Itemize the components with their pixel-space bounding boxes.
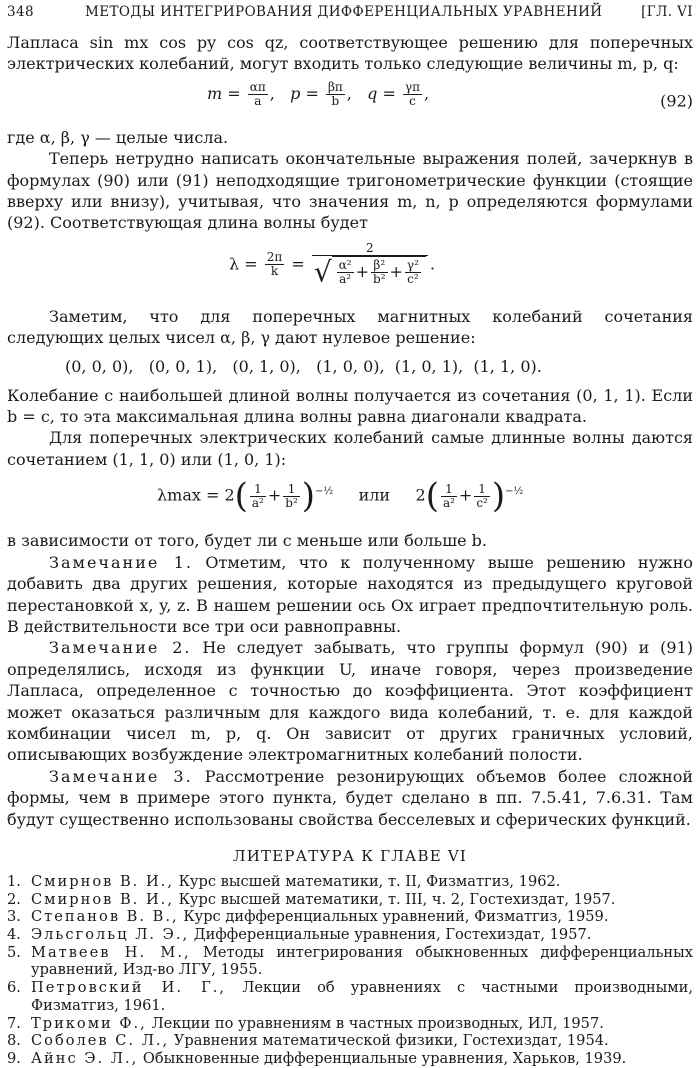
or-word: или — [358, 485, 391, 505]
chapter-marker: [ГЛ. VI — [641, 4, 693, 20]
equation-number: (92) — [660, 91, 693, 111]
ref-text — [31, 1032, 693, 1050]
sqrt-term-b — [371, 259, 388, 286]
reference-item — [7, 979, 693, 1014]
ref-author: Матвеев Н. М., — [31, 943, 191, 961]
ref-title: Курс дифференциальных уравнений, Физматгиз, 1959. — [183, 908, 609, 926]
paragraph-laplace: Лапласа sin mx cos py cos qz, соответствующее решению для поперечных электрических колебаний, могут входить только следующие величины m, p, q: — [7, 33, 693, 74]
ref-text — [31, 979, 693, 1014]
paragraph-fields: Теперь нетрудно написать окончательные выражения полей, зачеркнув в формулах (90) или (91) неподходящие тригонометрические функции (стоящие вверху или внизу), учитывая, что значения m, n, p определяются формулами (92). Соответствующая длина волны будет — [7, 149, 693, 233]
ref-text — [31, 1015, 693, 1033]
ref-title: Дифференциальные уравнения, Гостехиздат, 1957. — [193, 926, 592, 944]
equation-wavelength — [7, 234, 693, 306]
eq92-q: q = — [367, 84, 396, 103]
remark-3-text: Рассмотрение резонирующих объемов более сложной формы, чем в примере этого пункта, будет сделано в пп. 7.5.41, 7.6.31. Там будут существенно использованы свойства бесселевых и сферических функций. — [7, 766, 693, 829]
lmax-c-den: c² — [476, 495, 488, 510]
page-number: 348 — [7, 4, 34, 20]
ref-title: Лекции по уравнениям в частных производных, ИЛ, 1957. — [151, 1014, 604, 1032]
ref-number: 5. — [7, 943, 21, 961]
ref-text — [31, 944, 693, 979]
ref-number: 6. — [7, 979, 21, 997]
lambda-2: 2 — [312, 242, 428, 256]
equation-92 — [7, 75, 693, 127]
eq92-m-frac — [248, 81, 268, 108]
ref-author: Петровский И. Г., — [31, 979, 227, 997]
ref-number: 2. — [7, 890, 21, 908]
ref-text — [31, 926, 693, 944]
eq92-p: p = — [290, 84, 319, 103]
lmax-b-num: 1 — [283, 483, 300, 497]
book-page — [7, 0, 693, 1068]
remark-2-label: Замечание 2. — [49, 638, 192, 658]
lmax-frac-b — [283, 483, 300, 510]
ref-number: 7. — [7, 1014, 21, 1032]
literature-title: ЛИТЕРАТУРА К ГЛАВЕ VI — [233, 846, 467, 865]
lmax-a2-num: 1 — [441, 483, 457, 497]
reference-item — [7, 1032, 693, 1050]
paragraph-electric: Для поперечных электрических колебаний самые длинные волны даются сочетанием (1, 1, 0) или (1, 0, 1): — [7, 428, 693, 469]
lmax-exp-1: −½ — [315, 486, 334, 498]
lmax-a2-den: a² — [442, 495, 455, 510]
ref-author: Степанов В. В., — [31, 908, 179, 926]
eq92-q-num: γπ — [404, 79, 420, 94]
lambda-max-lhs: λmax = 2 — [157, 485, 235, 505]
reference-item — [7, 891, 693, 909]
eq92-p-num: βπ — [327, 79, 343, 94]
equation-lambda-max — [7, 470, 693, 530]
lmax-b-den: b² — [285, 495, 298, 510]
lambda-lhs: λ = — [229, 254, 258, 274]
remark-2 — [7, 637, 693, 765]
reference-item — [7, 873, 693, 891]
lambda-2pi-frac — [265, 251, 285, 278]
ref-author: Айнс Э. Л., — [31, 1050, 139, 1067]
eq92-formula: m = $\frac{\alpha\pi}{a}$ , p = $\frac{\beta\pi}{b}$ , q = $\frac{\gamma\pi}{c}$ , — [207, 79, 430, 108]
ref-text — [31, 908, 693, 926]
reference-item — [7, 1015, 693, 1033]
ref-number: 4. — [7, 926, 21, 944]
lambda-max-formula: λmax = 2( $\frac{1}{\text{a²}}$ + $\frac{1}{\text{b²}}$ )$^{-\frac{1}{2}}$ или 2( $\frac{1}{\text{a²}}$ + $\frac{1}{\text{c²}}$ )$^{-\frac{1}{2}}$ — [157, 476, 524, 517]
ref-text — [31, 1050, 693, 1068]
running-title: МЕТОДЫ ИНТЕГРИРОВАНИЯ ДИФФЕРЕНЦИАЛЬНЫХ УРАВНЕНИЙ — [85, 4, 603, 20]
paragraph-max-wavelength: Колебание с наибольшей длиной волны получается из сочетания (0, 1, 1). Если b = c, то эта максимальная длина волны равна диагонали квадрата. — [7, 385, 693, 427]
sqrt-term-c — [405, 259, 421, 286]
lambda-k: k — [270, 264, 279, 279]
eq92-m: m = — [207, 84, 241, 103]
ref-author: Эльсгольц Л. Э., — [31, 926, 190, 944]
ref-author: Трикоми Ф., — [31, 1014, 147, 1032]
term-b-den: b² — [373, 272, 386, 287]
lambda-2pi: 2π — [266, 250, 283, 265]
running-header — [7, 0, 693, 26]
term-a-num: α² — [338, 258, 352, 273]
eq92-p-frac — [326, 81, 345, 108]
reference-item — [7, 944, 693, 979]
lambda-sqrt: √ $\frac{\text{α²}}{\text{a²}}$ + $\frac{\text{β²}}{\text{b²}}$ + $\frac{\text{γ²}}{\text{c²}}$ — [312, 256, 428, 288]
lambda-root-frac — [312, 242, 428, 288]
reference-item — [7, 908, 693, 926]
lmax-c-num: 1 — [474, 483, 490, 497]
ref-text — [31, 891, 693, 909]
eq92-q-frac — [403, 81, 422, 108]
ref-title: Курс высшей математики, т. II, Физматгиз, 1962. — [178, 872, 561, 890]
lmax-two: 2 — [415, 485, 426, 505]
lmax-frac-a — [250, 483, 266, 510]
ref-number: 9. — [7, 1050, 21, 1067]
lmax-frac-c — [474, 483, 490, 510]
ref-title: Курс высшей математики, т. III, ч. 2, Гостехиздат, 1957. — [178, 890, 616, 908]
term-c-num: γ² — [406, 258, 419, 273]
term-c-den: c² — [407, 272, 419, 287]
remark-3-label: Замечание 3. — [49, 766, 193, 786]
paragraph-magnetic: Заметим, что для поперечных магнитных колебаний сочетания следующих целых чисел α, β, γ дают нулевое решение: — [7, 306, 693, 348]
eq92-q-den: c — [409, 94, 416, 108]
reference-item — [7, 926, 693, 944]
reference-item — [7, 1050, 693, 1068]
ref-number: 1. — [7, 872, 21, 890]
lmax-a-den: a² — [251, 495, 264, 510]
paragraph-integers: где α, β, γ — целые числа. — [7, 127, 229, 147]
lmax-a-num: 1 — [250, 483, 266, 497]
ref-author: Смирнов В. И., — [31, 890, 174, 908]
wavelength-formula: λ = $\frac{2\pi}{k}$ = 2 √ $\frac{\text{α²}}{\text{a²}}$ + $\frac{\text{β²}}{\text{b²}}$ + $\frac{\text{γ²}}{\text{c²}}$ . — [229, 240, 435, 289]
remark-2-text: Не следует забывать, что группы формул (90) и (91) определялись, исходя из функции U, иначе говоря, через произведение Лапласа, определенное с точностью до коэффициента. Этот коэффициент может оказаться различным для каждого вида колебаний, т. е. для каждой комбинации чисел m, p, q. Он зависит от других граничных условий, описывающих возбуждение электромагнитных колебаний полости. — [7, 638, 694, 765]
remark-3 — [7, 766, 693, 830]
ref-title: Обыкновенные дифференциальные уравнения, Харьков, 1939. — [142, 1050, 627, 1067]
eq92-m-den: a — [254, 94, 262, 108]
lmax-exp-2: −½ — [505, 486, 524, 498]
remark-1 — [7, 552, 693, 638]
eq92-m-num: απ — [249, 79, 266, 94]
remark-1-label: Замечание 1. — [49, 552, 193, 572]
eq92-p-den: b — [331, 94, 340, 108]
ref-title: Методы интегрирования обыкновенных дифференциальных уравнений, Изд-во ЛГУ, 1955. — [31, 943, 694, 979]
zero-triples: (0, 0, 0), (0, 0, 1), (0, 1, 0), (1, 0, 0), (1, 0, 1), (1, 1, 0). — [65, 356, 542, 376]
term-a-den: a² — [339, 272, 352, 287]
reference-list — [7, 873, 693, 1068]
term-b-num: β² — [371, 259, 388, 273]
ref-number: 3. — [7, 908, 21, 926]
ref-title: Уравнения математической физики, Гостехиздат, 1954. — [173, 1032, 609, 1050]
ref-author: Смирнов В. И., — [31, 872, 174, 890]
ref-number: 8. — [7, 1032, 21, 1050]
ref-author: Соболев С. Л., — [31, 1032, 170, 1050]
ref-title: Лекции об уравнениях с частными производными, Физматгиз, 1961. — [31, 979, 694, 1014]
lmax-frac-a2 — [441, 483, 457, 510]
ref-text — [31, 873, 693, 891]
paragraph-dependence: в зависимости от того, будет ли c меньше или больше b. — [7, 531, 487, 551]
sqrt-term-a — [337, 259, 354, 286]
remark-1-text: Отметим, что к полученному выше решению нужно добавить два других решения, которые находятся из предыдущего круговой перестановкой x, y, z. В нашем решении ось Ox играет предпочтительную роль. В действительности все три оси равноправны. — [7, 552, 693, 636]
